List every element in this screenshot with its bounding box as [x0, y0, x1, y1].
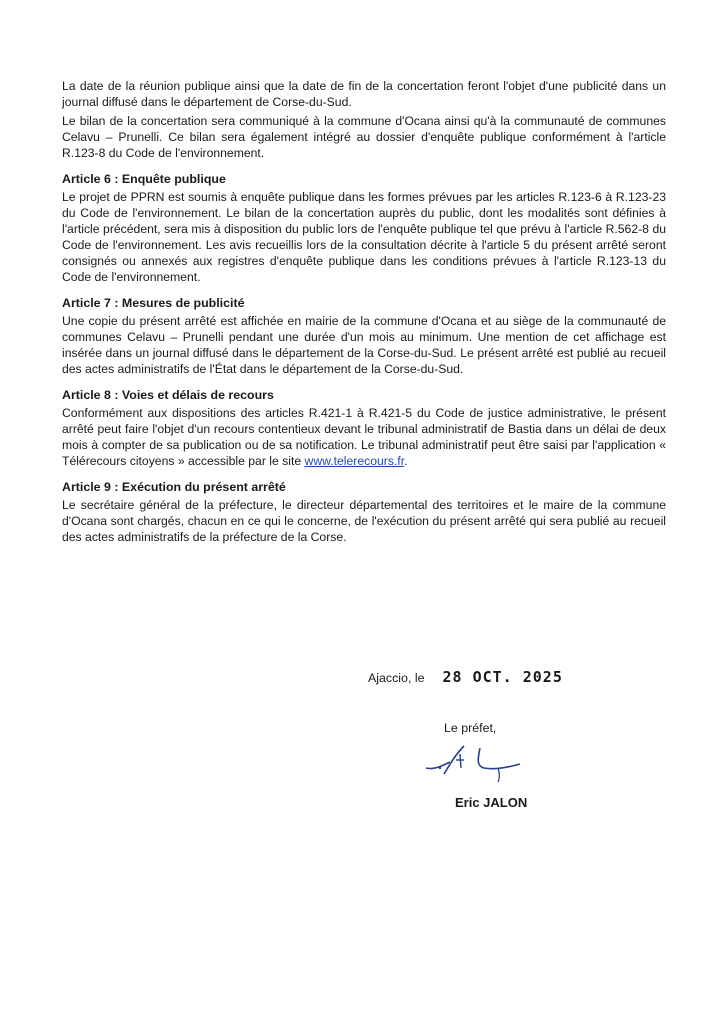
article-8-text: Conformément aux dispositions des articles R.421-1 à R.421-5 du Code de justice administrative, le présent arrêté peut faire l'objet d'un recours contentieux devant le tribunal administratif de Bastia dans un délai de deux mois à compter de sa publication ou de sa notification. Le tribunal administratif peut être saisi par l'application « Télérecours citoyens » accessible par le site [62, 406, 666, 468]
intro-paragraph-2: Le bilan de la concertation sera communiqué à la commune d'Ocana ainsi qu'à la communauté de communes Celavu – Prunelli. Ce bilan sera également intégré au dossier d'enquête publique conformément à l'article R.123-8 du Code de l'environnement. [62, 114, 666, 160]
date-stamp: 28 OCT. 2025 [442, 668, 563, 686]
document-body [62, 78, 666, 548]
handwritten-signature [420, 740, 530, 788]
article-8-title: Article 8 : Voies et délais de recours [62, 388, 274, 402]
signer-role: Le préfet, [444, 721, 497, 735]
article-9-body: Le secrétaire général de la préfecture, le directeur départemental des territoires et le maire de la commune d'Ocana sont chargés, chacun en ce qui le concerne, de l'exécution du présent arrêté qui sera publié au recueil des actes administratifs de la préfecture de la Corse. [62, 498, 666, 544]
signer-name: Eric JALON [455, 795, 528, 810]
place-label: Ajaccio, le [368, 671, 425, 685]
article-7-body: Une copie du présent arrêté est affichée en mairie de la commune d'Ocana et au siège de la communauté de communes Celavu – Prunelli pendant une durée d'un mois au minimum. Une mention de cet affichage est insérée dans un journal diffusé dans le département de la Corse-du-Sud. Le présent arrêté est publié au recueil des actes administratifs de l'État dans le département de la Corse-du-Sud. [62, 314, 666, 376]
article-8-end: . [404, 454, 408, 468]
telerecours-link[interactable]: www.telerecours.fr [304, 454, 405, 468]
article-8-body [62, 405, 666, 469]
dateline [368, 669, 563, 686]
intro-paragraph-1: La date de la réunion publique ainsi que la date de fin de la concertation feront l'objet d'une publicité dans un journal diffusé dans le département de Corse-du-Sud. [62, 79, 666, 109]
article-9-title: Article 9 : Exécution du présent arrêté [62, 480, 286, 494]
article-7-title: Article 7 : Mesures de publicité [62, 296, 245, 310]
article-6-title: Article 6 : Enquête publique [62, 172, 226, 186]
article-6-body: Le projet de PPRN est soumis à enquête publique dans les formes prévues par les articles R.123-6 à R.123-23 du Code de l'environnement. Le bilan de la concertation auprès du public, dont les modalités sont définies à l'article précédent, sera mis à disposition du public lors de l'enquête publique tel que prévu à l'article R.562-8 du Code de l'environnement. Les avis recueillis lors de la consultation décrite à l'article 5 du présent arrêté seront consignés ou annexés aux registres d'enquête publique dans les conditions prévues à l'article R.123-13 du Code de l'environnement. [62, 190, 666, 284]
